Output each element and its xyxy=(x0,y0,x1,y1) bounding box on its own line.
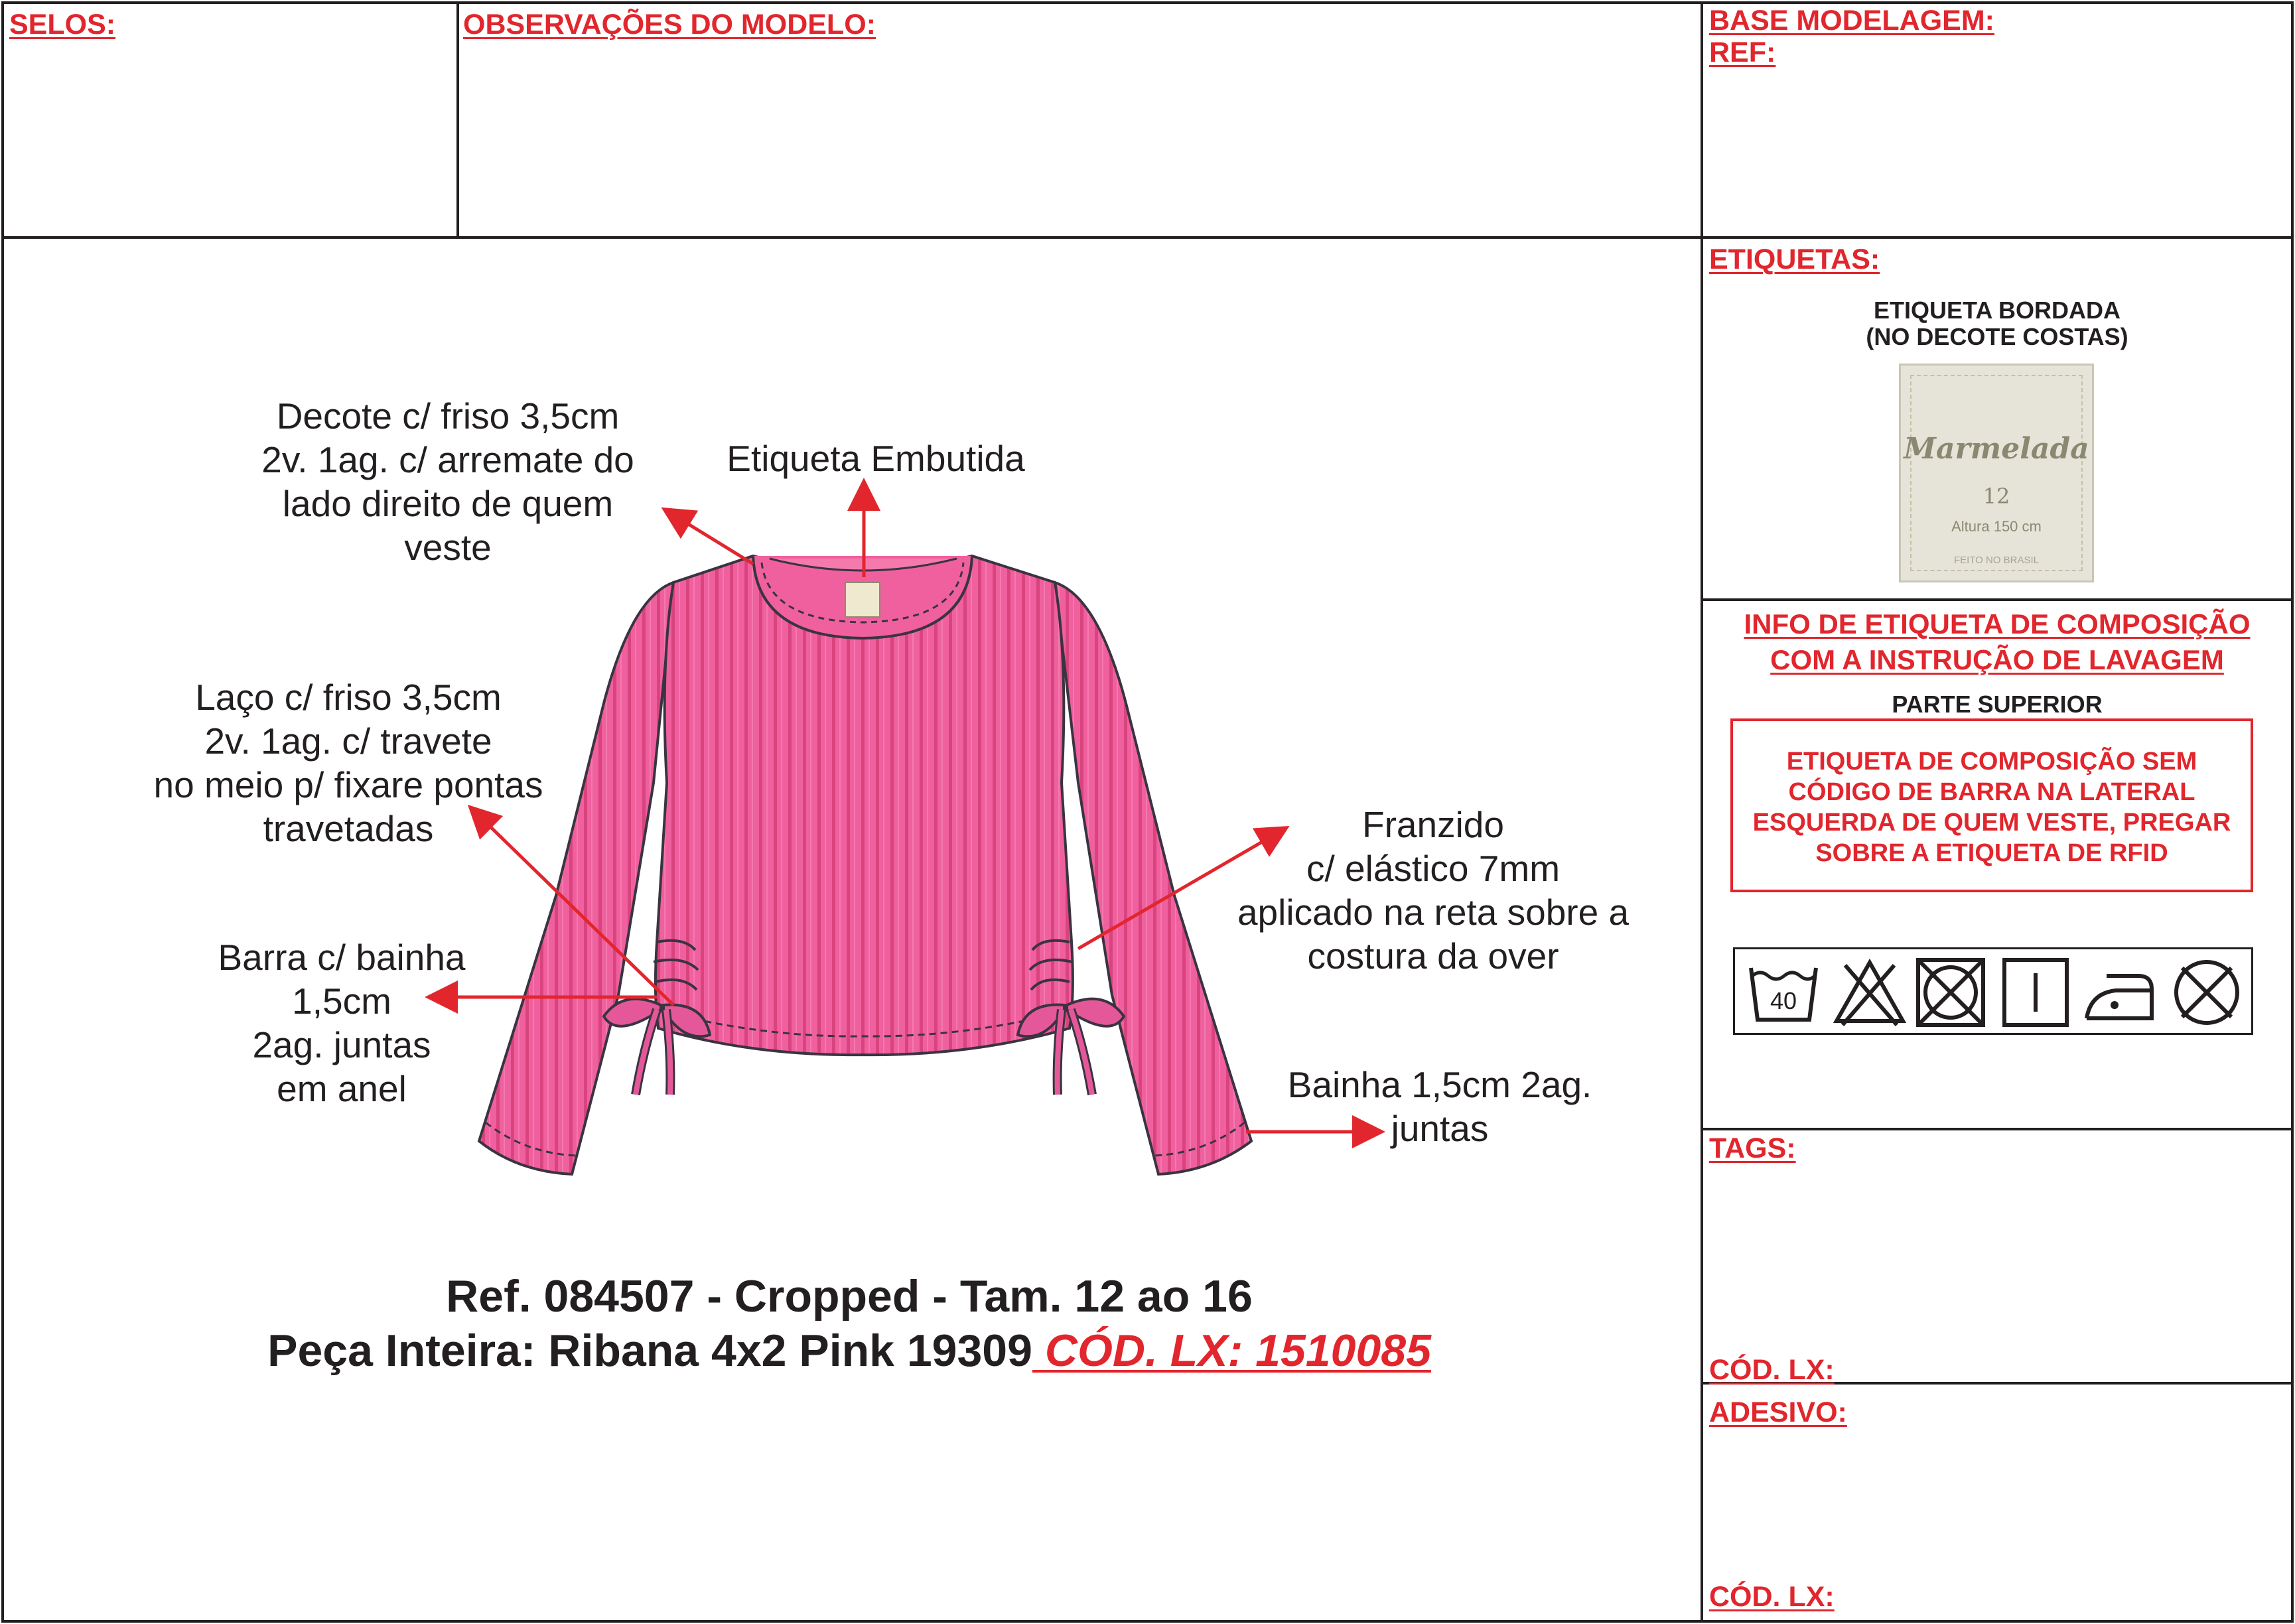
note-decote xyxy=(219,394,677,569)
reference-fabric: Peça Inteira: Ribana 4x2 Pink 19309 xyxy=(267,1325,1032,1376)
note-franzido-line1: Franzido xyxy=(1362,804,1504,845)
brand-label-image xyxy=(1899,364,2094,582)
etiqueta-bordada-line1: ETIQUETA BORDADA xyxy=(1874,297,2121,324)
divider-composicao-end xyxy=(1701,1128,2294,1130)
note-decote-line1: Decote c/ friso 3,5cm xyxy=(276,395,620,437)
composicao-box-line4: SOBRE A ETIQUETA DE RFID xyxy=(1815,839,2168,867)
etiqueta-bordada-line2: (NO DECOTE COSTAS) xyxy=(1866,323,2128,350)
iron-low-icon xyxy=(2083,956,2156,1029)
reference-line2 xyxy=(0,1324,1699,1377)
care-symbols-box xyxy=(1733,947,2253,1035)
label-height: Altura 150 cm xyxy=(1951,518,2042,535)
note-laco-line2: 2v. 1ag. c/ travete xyxy=(204,720,492,762)
divider-etiquetas-end xyxy=(1701,598,2294,601)
composicao-title-line2: COM A INSTRUÇÃO DE LAVAGEM xyxy=(1770,644,2224,675)
note-laco-line3: no meio p/ fixare pontas xyxy=(153,764,543,805)
note-decote-line4: veste xyxy=(404,527,492,568)
note-barra-line4: em anel xyxy=(277,1068,407,1109)
no-bleach-icon xyxy=(1833,956,1906,1029)
neck-label xyxy=(845,582,880,617)
observacoes-header: OBSERVAÇÕES DO MODELO: xyxy=(463,9,876,40)
arrow-decote xyxy=(667,511,753,564)
note-bainha xyxy=(1247,1063,1632,1150)
note-franzido-line2: c/ elástico 7mm xyxy=(1306,848,1561,889)
note-franzido-line3: aplicado na reta sobre a xyxy=(1237,892,1630,933)
note-decote-line2: 2v. 1ag. c/ arremate do xyxy=(261,439,634,480)
selos-header: SELOS: xyxy=(9,9,116,40)
left-sleeve xyxy=(479,582,673,1174)
line-dry-icon xyxy=(1999,956,2072,1029)
base-modelagem-header: BASE MODELAGEM: xyxy=(1709,5,1994,36)
composicao-instruction-box xyxy=(1730,718,2253,892)
label-size: 12 xyxy=(1982,484,2010,509)
left-bow xyxy=(604,999,710,1095)
note-barra-line2: 1,5cm xyxy=(292,981,391,1022)
right-bow xyxy=(1018,999,1124,1095)
note-barra-line3: 2ag. juntas xyxy=(252,1024,431,1065)
composicao-title-line1: INFO DE ETIQUETA DE COMPOSIÇÃO xyxy=(1744,608,2251,640)
note-etiqueta-embutida: Etiqueta Embutida xyxy=(727,438,1025,479)
note-laco-line1: Laço c/ friso 3,5cm xyxy=(195,677,502,718)
note-bainha-line1: Bainha 1,5cm 2ag. xyxy=(1287,1064,1592,1105)
composicao-box-line3: ESQUERDA DE QUEM VESTE, PREGAR xyxy=(1752,809,2231,837)
reference-cod-lx: CÓD. LX: 1510085 xyxy=(1032,1325,1431,1376)
adesivo-header: ADESIVO: xyxy=(1709,1396,1847,1428)
no-dry-clean-icon xyxy=(2170,956,2243,1029)
tags-header: TAGS: xyxy=(1709,1132,1796,1164)
label-brand: Marmelada xyxy=(1904,432,2089,466)
label-made-in: FEITO NO BRASIL xyxy=(1953,555,2040,566)
divider-right-column xyxy=(1701,1,1703,1623)
wash-40-icon xyxy=(1747,956,1820,1029)
parte-superior: PARTE SUPERIOR xyxy=(1892,691,2103,718)
note-laco xyxy=(133,675,564,850)
note-barra xyxy=(179,935,504,1111)
composicao-box-line1: ETIQUETA DE COMPOSIÇÃO SEM xyxy=(1786,748,2197,776)
note-barra-line1: Barra c/ bainha xyxy=(218,937,466,978)
note-franzido xyxy=(1194,803,1672,978)
note-laco-line4: travetadas xyxy=(263,808,434,849)
reference-title: Ref. 084507 - Cropped - Tam. 12 ao 16 xyxy=(446,1271,1253,1321)
note-franzido-line4: costura da over xyxy=(1307,935,1559,977)
ref-header: REF: xyxy=(1709,36,1776,68)
reference-line1 xyxy=(0,1270,1699,1323)
note-bainha-line2: juntas xyxy=(1391,1108,1489,1149)
note-decote-line3: lado direito de quem xyxy=(282,483,614,524)
cod-lx-adesivo: CÓD. LX: xyxy=(1709,1581,1835,1613)
cod-lx-tags: CÓD. LX: xyxy=(1709,1354,1835,1386)
etiquetas-header: ETIQUETAS: xyxy=(1709,243,1880,275)
label-stitching xyxy=(1910,375,2083,571)
no-tumble-dry-icon xyxy=(1914,956,1987,1029)
wash-temp-text: 40 xyxy=(1770,987,1797,1014)
composicao-box-line2: CÓDIGO DE BARRA NA LATERAL xyxy=(1788,778,2195,806)
